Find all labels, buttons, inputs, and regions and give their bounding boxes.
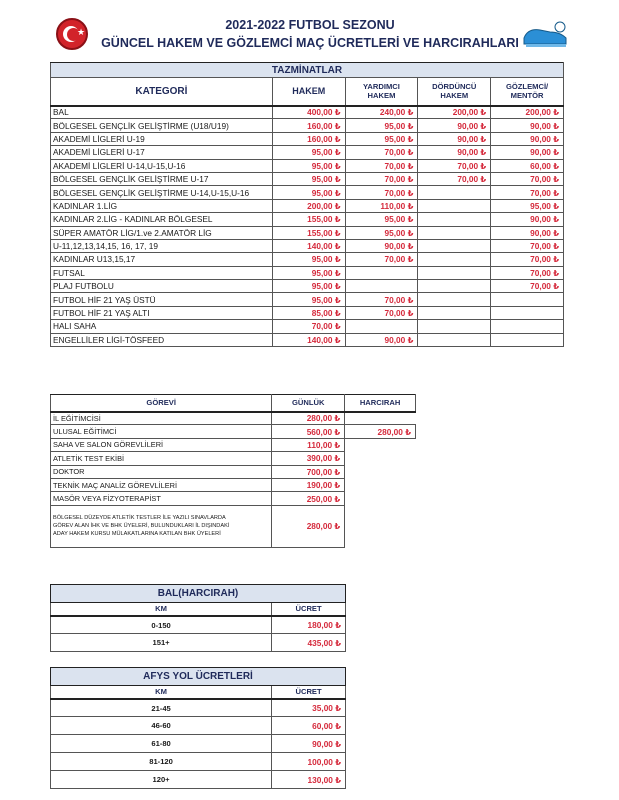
table-row xyxy=(51,735,346,753)
duty-cell: TEKNİK MAÇ ANALİZ GÖREVLİLERİ xyxy=(51,478,272,491)
assistant-fee-cell xyxy=(345,280,418,293)
table-row xyxy=(51,280,564,293)
observer-fee-cell xyxy=(491,320,564,333)
table-row xyxy=(51,771,346,789)
observer-fee-cell xyxy=(491,333,564,346)
referee-fee-cell: 95,00 ₺ xyxy=(272,186,345,199)
referee-fee-cell: 70,00 ₺ xyxy=(272,320,345,333)
fourth-fee-cell: 90,00 ₺ xyxy=(418,132,491,145)
fourth-fee-cell xyxy=(418,320,491,333)
assistant-fee-cell: 95,00 ₺ xyxy=(345,132,418,145)
table-row xyxy=(51,146,564,159)
daily-fee-cell: 110,00 ₺ xyxy=(272,438,345,451)
table-row xyxy=(51,465,416,478)
table-row xyxy=(51,452,416,465)
table-row xyxy=(51,478,416,491)
referee-fee-cell: 155,00 ₺ xyxy=(272,226,345,239)
section-title: TAZMİNATLAR xyxy=(51,63,564,78)
fourth-fee-cell: 90,00 ₺ xyxy=(418,146,491,159)
assistant-fee-cell: 95,00 ₺ xyxy=(345,119,418,132)
referee-fee-cell: 160,00 ₺ xyxy=(272,119,345,132)
fourth-fee-cell xyxy=(418,333,491,346)
fee-cell: 435,00 ₺ xyxy=(272,634,346,652)
fourth-fee-cell xyxy=(418,213,491,226)
referee-fee-cell: 95,00 ₺ xyxy=(272,266,345,279)
observer-fee-cell xyxy=(491,306,564,319)
allowance-cell xyxy=(345,465,416,478)
afys-title: AFYS YOL ÜCRETLERİ xyxy=(51,668,346,686)
col-observer: GÖZLEMCİ/ MENTÖR xyxy=(491,78,564,106)
fourth-fee-cell: 70,00 ₺ xyxy=(418,172,491,185)
assistant-fee-cell: 240,00 ₺ xyxy=(345,106,418,119)
assistant-fee-cell: 90,00 ₺ xyxy=(345,239,418,252)
observer-fee-cell: 60,00 ₺ xyxy=(491,159,564,172)
fee-cell: 130,00 ₺ xyxy=(272,771,346,789)
assistant-fee-cell xyxy=(345,266,418,279)
observer-fee-cell: 70,00 ₺ xyxy=(491,280,564,293)
observer-fee-cell: 90,00 ₺ xyxy=(491,213,564,226)
allowance-cell: 280,00 ₺ xyxy=(345,425,416,438)
daily-fee-cell: 700,00 ₺ xyxy=(272,465,345,478)
referee-fee-cell: 95,00 ₺ xyxy=(272,293,345,306)
fourth-fee-cell xyxy=(418,253,491,266)
observer-fee-cell: 70,00 ₺ xyxy=(491,253,564,266)
table-row xyxy=(51,186,564,199)
category-cell: KADINLAR U13,15,17 xyxy=(51,253,273,266)
table-row xyxy=(51,106,564,119)
table-row xyxy=(51,213,564,226)
fourth-fee-cell xyxy=(418,306,491,319)
assistant-fee-cell: 90,00 ₺ xyxy=(345,333,418,346)
observer-fee-cell: 70,00 ₺ xyxy=(491,239,564,252)
table-row xyxy=(51,616,346,634)
allowance-cell xyxy=(345,452,416,465)
category-cell: SÜPER AMATÖR LİG/1.ve 2.AMATÖR LİG xyxy=(51,226,273,239)
table-row xyxy=(51,266,564,279)
category-cell: BÖLGESEL GENÇLİK GELİŞTİRME U-14,U-15,U-16 xyxy=(51,186,273,199)
fourth-fee-cell xyxy=(418,239,491,252)
fourth-fee-cell xyxy=(418,186,491,199)
allowance-cell xyxy=(345,492,416,505)
col-allowance: HARCIRAH xyxy=(345,395,416,412)
compensation-table xyxy=(50,62,564,347)
assistant-fee-cell: 110,00 ₺ xyxy=(345,199,418,212)
category-cell: FUTSAL xyxy=(51,266,273,279)
fourth-fee-cell: 90,00 ₺ xyxy=(418,119,491,132)
assistant-fee-cell: 70,00 ₺ xyxy=(345,253,418,266)
col-fourth: DÖRDÜNCÜ HAKEM xyxy=(418,78,491,106)
col-duty: GÖREVİ xyxy=(51,395,272,412)
fourth-fee-cell: 200,00 ₺ xyxy=(418,106,491,119)
allowance-cell xyxy=(345,412,416,425)
category-cell: BÖLGESEL GENÇLİK GELİŞTİRME U-17 xyxy=(51,172,273,185)
category-cell: AKADEMİ LİGLERİ U-17 xyxy=(51,146,273,159)
table-row xyxy=(51,333,564,346)
observer-fee-cell: 90,00 ₺ xyxy=(491,146,564,159)
referee-fee-cell: 160,00 ₺ xyxy=(272,132,345,145)
fourth-fee-cell xyxy=(418,199,491,212)
assistant-fee-cell: 70,00 ₺ xyxy=(345,146,418,159)
referee-fee-cell: 140,00 ₺ xyxy=(272,333,345,346)
fee-cell: 60,00 ₺ xyxy=(272,717,346,735)
category-cell: U-11,12,13,14,15, 16, 17, 19 xyxy=(51,239,273,252)
bal-col-fee: ÜCRET xyxy=(272,603,346,616)
referee-fee-cell: 140,00 ₺ xyxy=(272,239,345,252)
table-row xyxy=(51,293,564,306)
table-row xyxy=(51,119,564,132)
observer-fee-cell: 95,00 ₺ xyxy=(491,199,564,212)
table-row xyxy=(51,634,346,652)
fourth-fee-cell xyxy=(418,280,491,293)
daily-fee-cell: 250,00 ₺ xyxy=(272,492,345,505)
table-row xyxy=(51,717,346,735)
bal-allowance-table xyxy=(50,584,346,652)
bal-title: BAL(HARCIRAH) xyxy=(51,585,346,603)
table-row xyxy=(51,253,564,266)
referee-fee-cell: 95,00 ₺ xyxy=(272,253,345,266)
table-row xyxy=(51,306,564,319)
assistant-fee-cell: 70,00 ₺ xyxy=(345,159,418,172)
observer-fee-cell: 90,00 ₺ xyxy=(491,226,564,239)
category-cell: KADINLAR 2.LİG - KADINLAR BÖLGESEL xyxy=(51,213,273,226)
referee-fee-cell: 95,00 ₺ xyxy=(272,172,345,185)
km-cell: 120+ xyxy=(51,771,272,789)
km-cell: 81-120 xyxy=(51,753,272,771)
col-referee: HAKEM xyxy=(272,78,345,106)
col-category: KATEGORİ xyxy=(51,78,273,106)
km-cell: 46-60 xyxy=(51,717,272,735)
table-row xyxy=(51,699,346,717)
fee-cell: 35,00 ₺ xyxy=(272,699,346,717)
table-row xyxy=(51,159,564,172)
long-duty-daily: 280,00 ₺ xyxy=(272,505,345,547)
assistant-fee-cell: 95,00 ₺ xyxy=(345,226,418,239)
afys-col-km: KM xyxy=(51,686,272,699)
observer-fee-cell: 70,00 ₺ xyxy=(491,172,564,185)
allowance-cell xyxy=(345,478,416,491)
observer-fee-cell: 90,00 ₺ xyxy=(491,132,564,145)
daily-fee-cell: 280,00 ₺ xyxy=(272,412,345,425)
km-cell: 151+ xyxy=(51,634,272,652)
observer-fee-cell xyxy=(491,293,564,306)
category-cell: AKADEMİ LİGLERİ U-19 xyxy=(51,132,273,145)
observer-fee-cell: 70,00 ₺ xyxy=(491,266,564,279)
referee-fee-cell: 95,00 ₺ xyxy=(272,146,345,159)
table-row xyxy=(51,199,564,212)
afys-col-fee: ÜCRET xyxy=(272,686,346,699)
table-row xyxy=(51,438,416,451)
referee-fee-cell: 95,00 ₺ xyxy=(272,159,345,172)
category-cell: FUTBOL HİF 21 YAŞ ÜSTÜ xyxy=(51,293,273,306)
fourth-fee-cell xyxy=(418,293,491,306)
assistant-fee-cell: 95,00 ₺ xyxy=(345,213,418,226)
table-row xyxy=(51,492,416,505)
category-cell: AKADEMİ LİGLERİ U-14,U-15,U-16 xyxy=(51,159,273,172)
category-cell: PLAJ FUTBOLU xyxy=(51,280,273,293)
table-row xyxy=(51,753,346,771)
table-row xyxy=(51,172,564,185)
bal-col-km: KM xyxy=(51,603,272,616)
allowance-cell xyxy=(345,438,416,451)
assistant-fee-cell: 70,00 ₺ xyxy=(345,172,418,185)
assistant-fee-cell: 70,00 ₺ xyxy=(345,306,418,319)
table-row xyxy=(51,425,416,438)
assistant-fee-cell: 70,00 ₺ xyxy=(345,293,418,306)
category-cell: KADINLAR 1.LİG xyxy=(51,199,273,212)
fee-cell: 100,00 ₺ xyxy=(272,753,346,771)
category-cell: ENGELLİLER LİGİ-TÖSFEED xyxy=(51,333,273,346)
fee-cell: 180,00 ₺ xyxy=(272,616,346,634)
duty-cell: ULUSAL EĞİTİMCİ xyxy=(51,425,272,438)
afys-table xyxy=(50,667,346,789)
referee-fee-cell: 155,00 ₺ xyxy=(272,213,345,226)
referee-fee-cell: 95,00 ₺ xyxy=(272,280,345,293)
duty-cell: ATLETİK TEST EKİBİ xyxy=(51,452,272,465)
table-row xyxy=(51,239,564,252)
observer-fee-cell: 70,00 ₺ xyxy=(491,186,564,199)
km-cell: 0-150 xyxy=(51,616,272,634)
page-title: 2021-2022 FUTBOL SEZONU xyxy=(225,18,395,32)
duty-cell: DOKTOR xyxy=(51,465,272,478)
page-header xyxy=(50,14,570,62)
category-cell: BÖLGESEL GENÇLİK GELİŞTİRME (U18/U19) xyxy=(51,119,273,132)
assistant-fee-cell xyxy=(345,320,418,333)
km-cell: 61-80 xyxy=(51,735,272,753)
duty-cell: İL EĞİTİMCİSİ xyxy=(51,412,272,425)
fourth-fee-cell xyxy=(418,226,491,239)
referee-fee-cell: 400,00 ₺ xyxy=(272,106,345,119)
table-row xyxy=(51,132,564,145)
fourth-fee-cell xyxy=(418,266,491,279)
duty-cell: MASÖR VEYA FİZYOTERAPİST xyxy=(51,492,272,505)
col-daily: GÜNLÜK xyxy=(272,395,345,412)
football-boot-icon xyxy=(520,20,570,50)
col-assistant: YARDIMCI HAKEM xyxy=(345,78,418,106)
category-cell: FUTBOL HİF 21 YAŞ ALTI xyxy=(51,306,273,319)
fourth-fee-cell: 70,00 ₺ xyxy=(418,159,491,172)
referee-fee-cell: 85,00 ₺ xyxy=(272,306,345,319)
referee-fee-cell: 200,00 ₺ xyxy=(272,199,345,212)
daily-fee-cell: 390,00 ₺ xyxy=(272,452,345,465)
duty-cell: SAHA VE SALON GÖREVLİLERİ xyxy=(51,438,272,451)
assistant-fee-cell: 70,00 ₺ xyxy=(345,186,418,199)
daily-fee-cell: 560,00 ₺ xyxy=(272,425,345,438)
category-cell: BAL xyxy=(51,106,273,119)
km-cell: 21-45 xyxy=(51,699,272,717)
observer-fee-cell: 200,00 ₺ xyxy=(491,106,564,119)
daily-fee-cell: 190,00 ₺ xyxy=(272,478,345,491)
observer-fee-cell: 90,00 ₺ xyxy=(491,119,564,132)
page-subtitle: GÜNCEL HAKEM VE GÖZLEMCİ MAÇ ÜCRETLERİ VE HARCIRAHLARI xyxy=(101,36,519,50)
tff-logo-icon: ★ xyxy=(56,18,88,50)
fee-cell: 90,00 ₺ xyxy=(272,735,346,753)
table-row xyxy=(51,412,416,425)
table-row xyxy=(51,226,564,239)
table-row xyxy=(51,320,564,333)
category-cell: HALI SAHA xyxy=(51,320,273,333)
duties-table xyxy=(50,394,416,548)
long-duty-cell: BÖLGESEL DÜZEYDE ATLETİK TESTLER İLE YAZILI SINAVLARDA GÖREV ALAN İHK VE BHK ÜYELERİ, BULUNDUKLARI İL DIŞINDAKİ ADAY HAKEM KURSU MÜLAKATLARINA KATILAN BHK ÜYELERİ xyxy=(51,505,272,547)
